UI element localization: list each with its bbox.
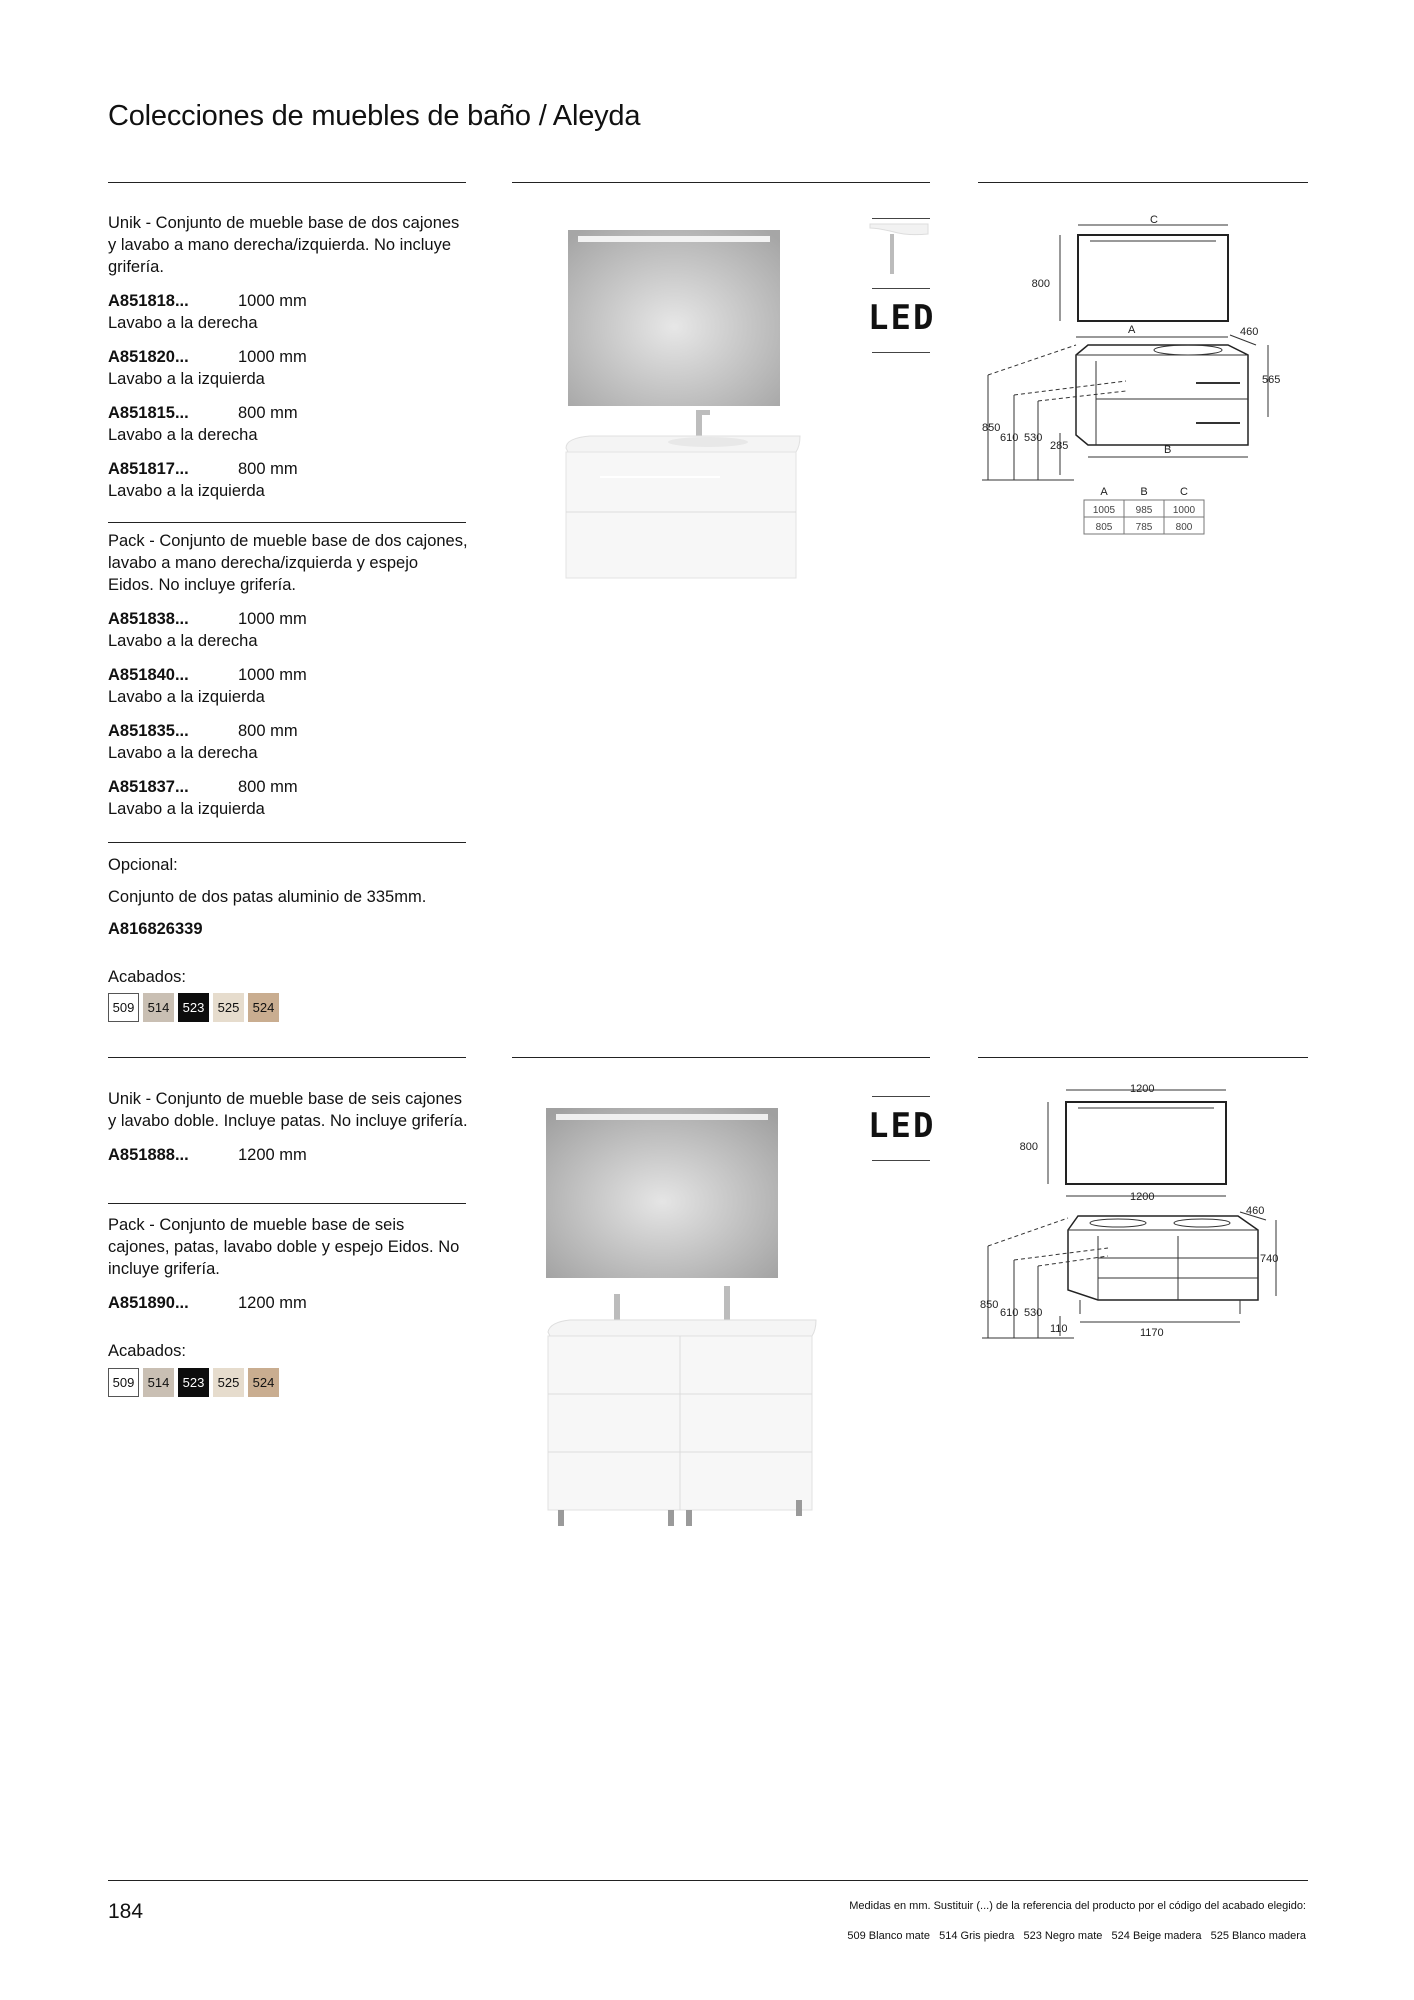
product-code: A851840... xyxy=(108,666,189,684)
product-code: A851888... xyxy=(108,1146,189,1164)
product-item xyxy=(108,346,468,390)
dim-label: 850 xyxy=(980,1299,999,1311)
product-item xyxy=(108,776,468,820)
divider xyxy=(512,1057,930,1058)
dim-label: B xyxy=(1164,444,1172,456)
product-image-vanity-six-drawers xyxy=(540,1100,840,1530)
dim-label: 610 xyxy=(1000,1307,1019,1319)
product-variant: Lavabo a la izquierda xyxy=(108,800,265,818)
product-code: A851835... xyxy=(108,722,189,740)
technical-drawing-1 xyxy=(978,205,1318,545)
table-cell: 800 xyxy=(1175,522,1193,533)
divider xyxy=(108,522,466,523)
pack-description: Pack - Conjunto de mueble base de dos cajones, lavabo a mano derecha/izquierda y espejo Eidos. No incluye grifería. xyxy=(108,532,468,594)
product-variant: Lavabo a la derecha xyxy=(108,426,258,444)
dim-label: C xyxy=(1150,214,1158,226)
finish-swatch: 509 xyxy=(108,1368,139,1397)
footer-note: Medidas en mm. Sustituir (...) de la referencia del producto por el código del acabado elegido: xyxy=(849,1900,1306,1912)
product-image-vanity-two-drawers xyxy=(560,220,810,610)
pack-block-2 xyxy=(108,1214,468,1362)
basin-detail-icon xyxy=(868,222,930,282)
table-cell: 1005 xyxy=(1092,505,1116,516)
dim-label: 800 xyxy=(1019,1141,1038,1153)
product-size: 800 mm xyxy=(238,722,298,740)
dim-label: 460 xyxy=(1240,326,1259,338)
finish-swatch: 514 xyxy=(143,993,174,1022)
dim-label: A xyxy=(1128,324,1136,336)
divider xyxy=(978,182,1308,183)
product-variant: Lavabo a la izquierda xyxy=(108,370,265,388)
product-size: 1200 mm xyxy=(238,1294,307,1312)
product-item xyxy=(108,458,468,502)
led-strip xyxy=(578,236,770,242)
led-icon: LED xyxy=(868,1106,936,1146)
table-header: A xyxy=(1100,486,1108,498)
dim-label: 110 xyxy=(1050,1323,1068,1335)
product-code: A851838... xyxy=(108,610,189,628)
page-title: Colecciones de muebles de baño / Aleyda xyxy=(108,100,641,132)
optional-code: A816826339 xyxy=(108,920,203,938)
optional-text: Conjunto de dos patas aluminio de 335mm. xyxy=(108,888,427,906)
product-code: A851837... xyxy=(108,778,189,796)
dim-label: 285 xyxy=(1050,440,1069,452)
finish-swatch: 525 xyxy=(213,1368,244,1397)
table-cell: 805 xyxy=(1095,522,1113,533)
mirror-outline xyxy=(1066,1102,1226,1184)
product-code: A851815... xyxy=(108,404,189,422)
dim-label: 1200 xyxy=(1130,1083,1155,1095)
faucet xyxy=(724,1286,730,1320)
product-variant: Lavabo a la izquierda xyxy=(108,482,265,500)
product-item xyxy=(108,1292,468,1314)
finishes-label: Acabados: xyxy=(108,968,186,986)
mirror xyxy=(568,230,780,406)
dim-label: 740 xyxy=(1260,1253,1279,1265)
table-cell: 785 xyxy=(1135,522,1153,533)
product-code: A851818... xyxy=(108,292,189,310)
product-code: A851820... xyxy=(108,348,189,366)
product-item xyxy=(108,290,468,334)
table-header: B xyxy=(1140,486,1148,498)
product-size: 1200 mm xyxy=(238,1146,307,1164)
product-item xyxy=(108,720,468,764)
finish-swatch: 514 xyxy=(143,1368,174,1397)
divider xyxy=(512,182,930,183)
finish-swatch: 509 xyxy=(108,993,139,1022)
divider xyxy=(978,1057,1308,1058)
dim-label: 1200 xyxy=(1130,1191,1155,1203)
optional-label: Opcional: xyxy=(108,856,178,874)
footer-divider xyxy=(108,1880,1308,1881)
unik-description: Unik - Conjunto de mueble base de seis cajones y lavabo doble. Incluye patas. No incluye grifería. xyxy=(108,1090,468,1130)
finish-swatch: 524 xyxy=(248,993,279,1022)
finish-swatch: 523 xyxy=(178,993,209,1022)
product-variant: Lavabo a la derecha xyxy=(108,632,258,650)
cabinet-outline xyxy=(1076,345,1248,445)
page-number: 184 xyxy=(108,1900,144,1923)
unik-description: Unik - Conjunto de mueble base de dos cajones y lavabo a mano derecha/izquierda. No incluye grifería. xyxy=(108,214,460,276)
led-icon: LED xyxy=(868,298,936,338)
product-item xyxy=(108,402,468,446)
basin-top xyxy=(548,1320,816,1336)
led-strip xyxy=(556,1114,768,1120)
dim-label: 530 xyxy=(1024,432,1043,444)
pack-description: Pack - Conjunto de mueble base de seis cajones, patas, lavabo doble y espejo Eidos. No incluye grifería. xyxy=(108,1216,460,1278)
finishes-label: Acabados: xyxy=(108,1342,186,1360)
finish-swatch: 524 xyxy=(248,1368,279,1397)
divider xyxy=(108,1057,466,1058)
dim-label: 800 xyxy=(1031,278,1050,290)
product-size: 800 mm xyxy=(238,404,298,422)
table-cell: 1000 xyxy=(1172,505,1196,516)
mirror xyxy=(546,1108,778,1278)
product-size: 1000 mm xyxy=(238,610,307,628)
product-code: A851890... xyxy=(108,1294,189,1312)
finish-swatch: 525 xyxy=(213,993,244,1022)
product-size: 800 mm xyxy=(238,460,298,478)
divider xyxy=(108,842,466,843)
mirror-outline xyxy=(1078,235,1228,321)
product-size: 1000 mm xyxy=(238,348,307,366)
product-size: 1000 mm xyxy=(238,292,307,310)
finish-swatches xyxy=(108,1368,279,1397)
product-variant: Lavabo a la derecha xyxy=(108,314,258,332)
finish-legend: 509 Blanco mate 514 Gris piedra 523 Negro mate 524 Beige madera 525 Blanco madera xyxy=(847,1930,1306,1942)
product-item xyxy=(108,664,468,708)
dim-label: 850 xyxy=(982,422,1001,434)
technical-drawing-2 xyxy=(978,1080,1318,1380)
optional-block xyxy=(108,854,468,988)
finish-swatches xyxy=(108,993,279,1022)
dim-label: 530 xyxy=(1024,1307,1043,1319)
product-size: 1000 mm xyxy=(238,666,307,684)
product-size: 800 mm xyxy=(238,778,298,796)
divider xyxy=(108,182,466,183)
dim-label: 460 xyxy=(1246,1205,1265,1217)
dim-label: 610 xyxy=(1000,432,1019,444)
table-header: C xyxy=(1180,486,1188,498)
product-variant: Lavabo a la izquierda xyxy=(108,688,265,706)
cabinet xyxy=(566,452,796,578)
dim-label: 565 xyxy=(1262,374,1281,386)
finish-swatch: 523 xyxy=(178,1368,209,1397)
product-code: A851817... xyxy=(108,460,189,478)
unik-block-2 xyxy=(108,1088,468,1166)
faucet xyxy=(614,1294,620,1320)
product-item xyxy=(108,608,468,652)
dim-label: 1170 xyxy=(1140,1327,1164,1339)
unik-block xyxy=(108,212,468,502)
divider xyxy=(108,1203,466,1204)
product-variant: Lavabo a la derecha xyxy=(108,744,258,762)
table-cell: 985 xyxy=(1135,505,1153,516)
pack-block xyxy=(108,530,468,820)
product-item xyxy=(108,1144,468,1166)
